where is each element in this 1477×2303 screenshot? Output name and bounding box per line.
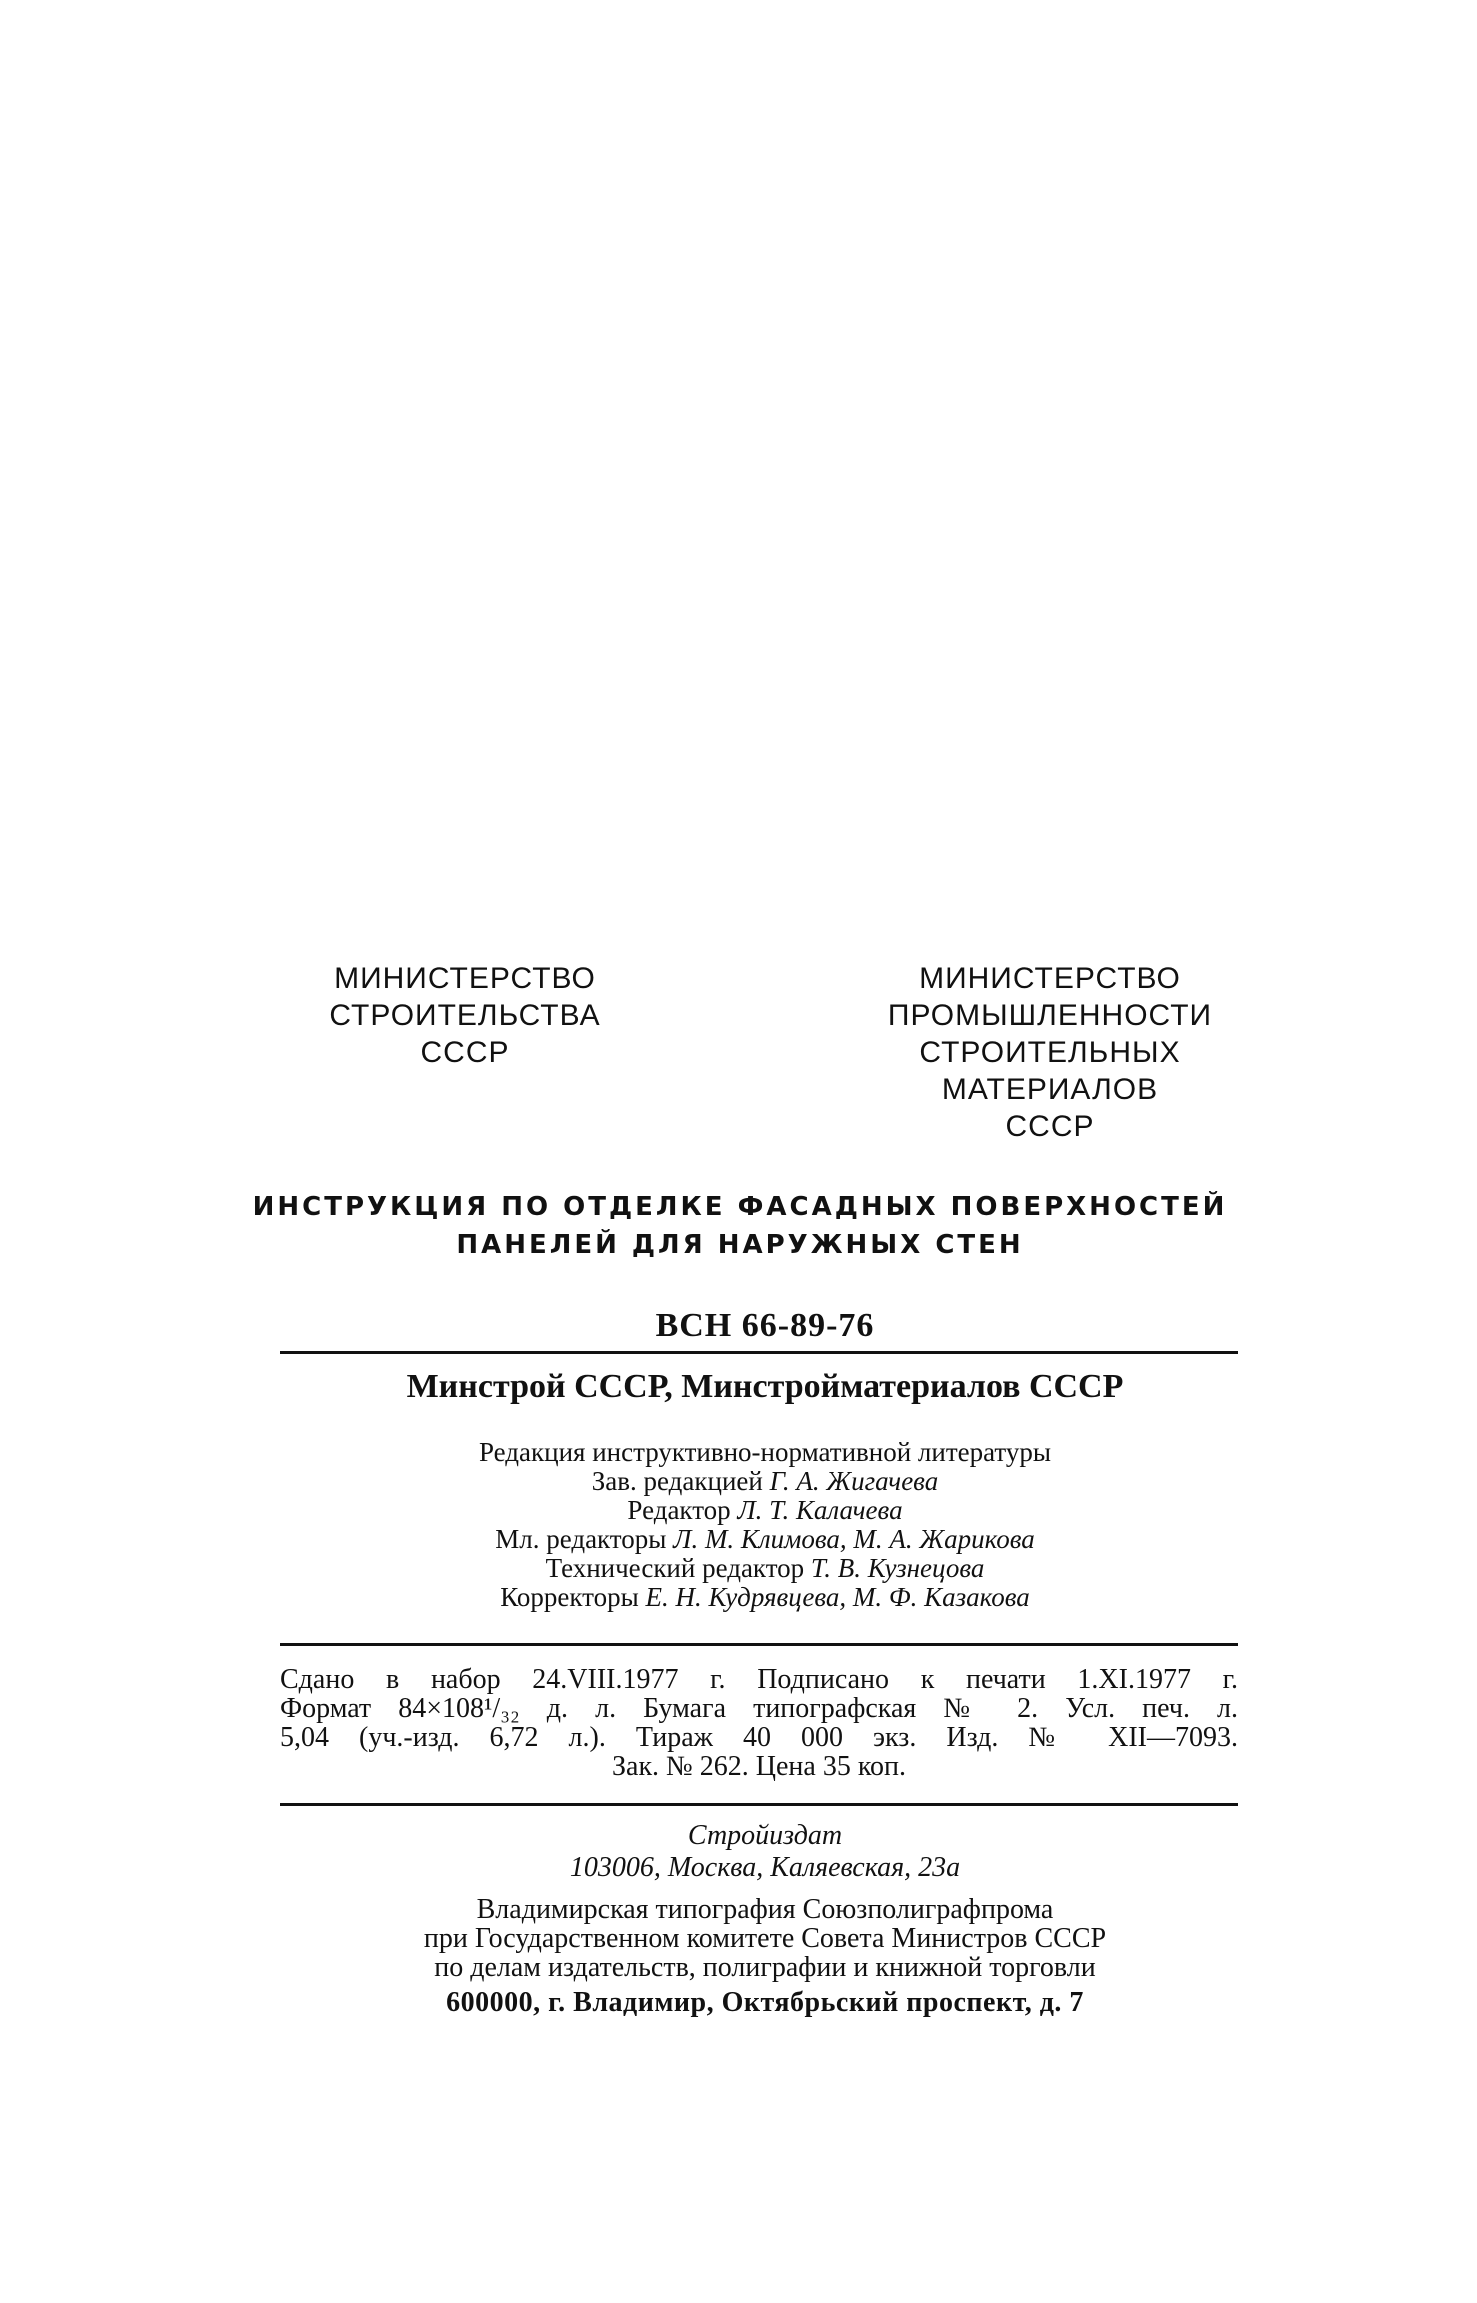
editorial-proof-label: Корректоры [500, 1582, 639, 1612]
printing-line-1: Сдано в набор 24.VIII.1977 г. Подписано к печати 1.XI.1977 г. [280, 1664, 1238, 1695]
editorial-tech-label: Технический редактор [545, 1553, 805, 1583]
ministry-right-line: СССР [1005, 1110, 1095, 1143]
ministry-right-line: ПРОМЫШЛЕННОСТИ [887, 999, 1213, 1032]
ministries-header [280, 960, 1250, 1150]
document-title-line-1: ИНСТРУКЦИЯ ПО ОТДЕЛКЕ ФАСАДНЫХ ПОВЕРХНОСТЕЙ [252, 1192, 1228, 1222]
editorial-head-name: Г. А. Жигачева [769, 1466, 939, 1496]
ministry-left-line: МИНИСТЕРСТВО [334, 962, 596, 995]
printer-line-1: Владимирская типография Союзполиграфпрома [476, 1894, 1054, 1925]
editorial-dept: Редакция инструктивно-нормативной литературы [479, 1437, 1051, 1467]
publisher-name: Стройиздат [687, 1820, 843, 1851]
approving-bodies: Минстрой СССР, Минстройматериалов СССР [406, 1368, 1124, 1405]
printer-line-3: по делам издательств, полиграфии и книжной торговли [434, 1952, 1096, 1983]
ministry-right-line: МИНИСТЕРСТВО [919, 962, 1181, 995]
editorial-editor [280, 1496, 1250, 1525]
printer-block [280, 1895, 1250, 2017]
ministry-left-line: СССР [420, 1036, 510, 1069]
divider-rule [280, 1351, 1238, 1354]
document-title-line-2: ПАНЕЛЕЙ ДЛЯ НАРУЖНЫХ СТЕН [456, 1230, 1024, 1260]
editorial-head [280, 1467, 1250, 1496]
editorial-junior-names: Л. М. Климова, М. А. Жарикова [673, 1524, 1035, 1554]
ministry-right [850, 960, 1250, 1145]
editorial-tech-name: Т. В. Кузнецова [810, 1553, 985, 1583]
ministry-left [280, 960, 650, 1071]
printing-line-4: Зак. № 262. Цена 35 коп. [612, 1751, 906, 1782]
printing-details [280, 1665, 1238, 1781]
editorial-tech [280, 1554, 1250, 1583]
ministry-left-line: СТРОИТЕЛЬСТВА [329, 999, 601, 1032]
editorial-editor-name: Л. Т. Калачева [737, 1495, 903, 1525]
publisher-address: 103006, Москва, Каляевская, 23а [569, 1852, 961, 1883]
printer-line-2: при Государственном комитете Совета Министров СССР [423, 1923, 1107, 1954]
editorial-proof-names: Е. Н. Кудрявцева, М. Ф. Казакова [645, 1582, 1030, 1612]
printing-line-3: 5,04 (уч.-изд. 6,72 л.). Тираж 40 000 экз. Изд. № XII—7093. [280, 1722, 1238, 1753]
editorial-proof [280, 1583, 1250, 1612]
editorial-junior [280, 1525, 1250, 1554]
editorial-editor-label: Редактор [627, 1495, 731, 1525]
ministry-right-line: МАТЕРИАЛОВ [941, 1073, 1159, 1106]
publisher-block [280, 1820, 1250, 1884]
printing-line-2: Формат 84×108¹/₃₂ д. л. Бумага типографская № 2. Усл. печ. л. [280, 1693, 1238, 1724]
divider-rule [280, 1643, 1238, 1646]
editorial-head-label: Зав. редакцией [591, 1466, 763, 1496]
editorial-junior-label: Мл. редакторы [495, 1524, 667, 1554]
document-title [230, 1188, 1250, 1264]
divider-rule [280, 1803, 1238, 1806]
ministry-right-line: СТРОИТЕЛЬНЫХ [919, 1036, 1181, 1069]
editorial-credits [280, 1438, 1250, 1612]
printer-address: 600000, г. Владимир, Октябрьский проспект, д. 7 [446, 1987, 1084, 2018]
document-code: ВСН 66-89-76 [655, 1307, 875, 1344]
